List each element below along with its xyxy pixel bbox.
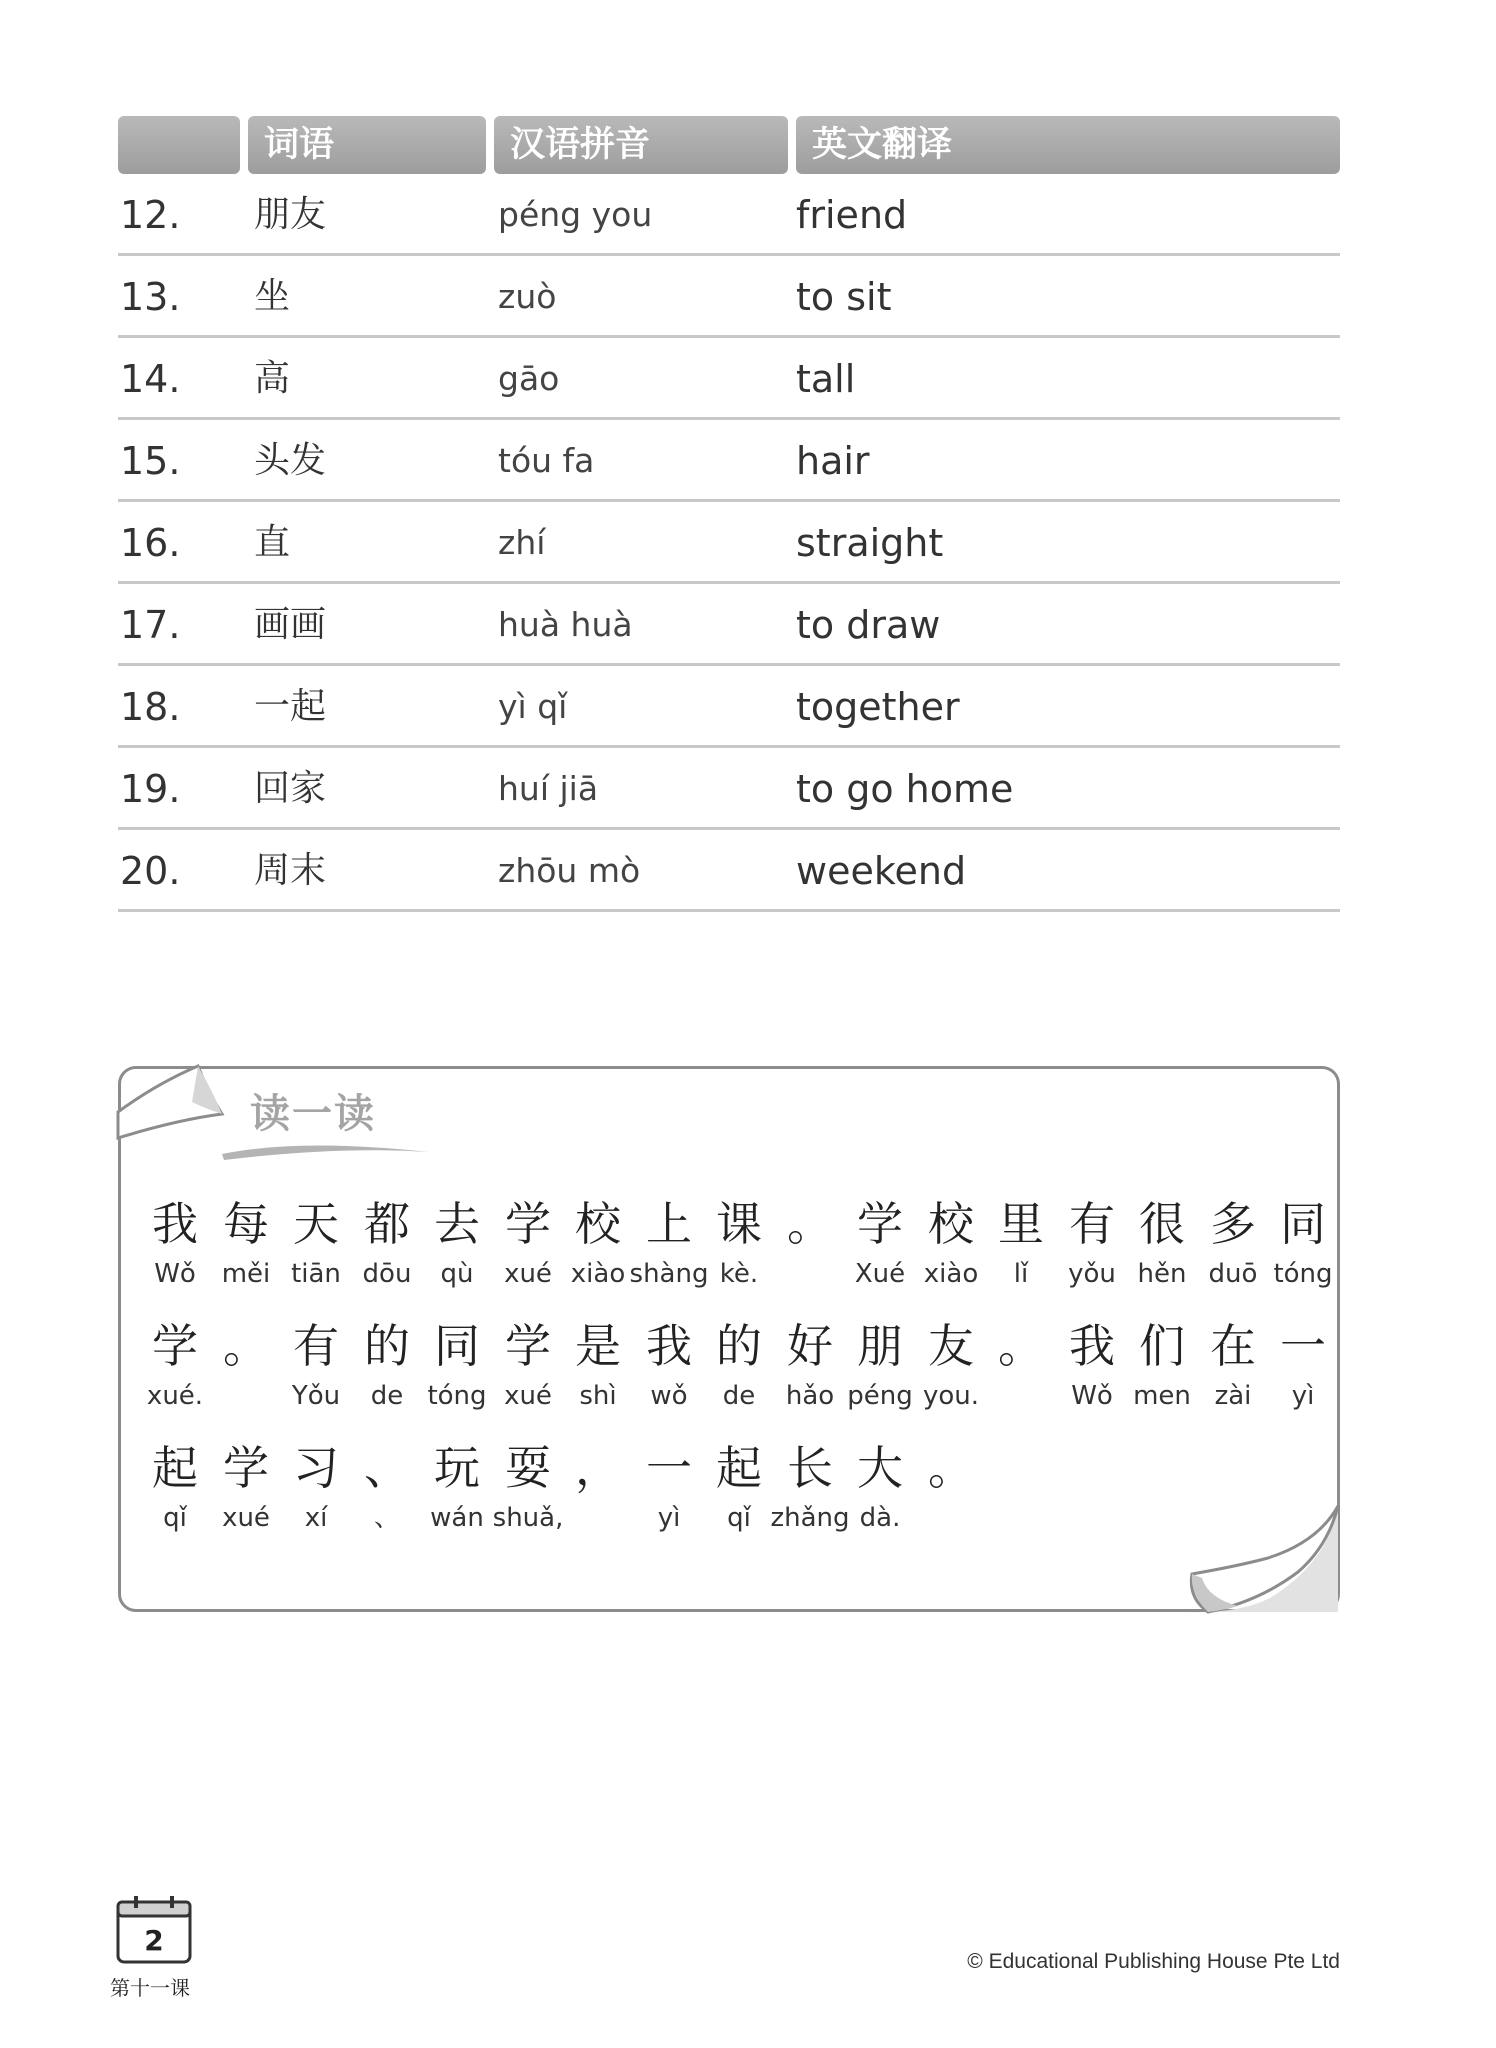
row-word: 朋友 xyxy=(254,194,327,235)
hanzi: 每 xyxy=(223,1197,269,1251)
passage-char xyxy=(1127,1314,1197,1411)
hanzi: 天 xyxy=(293,1197,339,1251)
passage-char xyxy=(352,1314,422,1411)
pinyin: yì xyxy=(657,1503,681,1533)
hanzi: 同 xyxy=(434,1319,480,1373)
passage-char xyxy=(493,1192,563,1289)
hanzi: 起 xyxy=(152,1441,198,1495)
hanzi: 一 xyxy=(1280,1319,1326,1373)
row-word: 头发 xyxy=(254,440,327,481)
passage-char xyxy=(211,1192,281,1289)
passage-char xyxy=(281,1436,351,1533)
pinyin: péng xyxy=(847,1381,913,1411)
pinyin: wǒ xyxy=(650,1381,688,1411)
passage-char xyxy=(1057,1192,1127,1289)
hanzi: 学 xyxy=(152,1319,198,1373)
hanzi: 的 xyxy=(716,1319,762,1373)
hanzi: 学 xyxy=(223,1441,269,1495)
passage-char xyxy=(140,1314,210,1411)
pinyin: hěn xyxy=(1137,1259,1187,1289)
row-pinyin: yì qǐ xyxy=(498,687,568,726)
table-row xyxy=(118,174,1340,256)
hanzi: 我 xyxy=(646,1319,692,1373)
row-english: together xyxy=(796,685,960,729)
passage-char xyxy=(845,1436,915,1533)
passage-char xyxy=(634,1436,704,1533)
pinyin: xiào xyxy=(923,1259,979,1289)
row-word: 一起 xyxy=(254,686,327,727)
header-number xyxy=(118,116,240,174)
passage-char xyxy=(422,1436,492,1533)
pinyin: yǒu xyxy=(1068,1259,1116,1289)
passage-char xyxy=(563,1192,633,1289)
passage-char xyxy=(704,1192,774,1289)
passage-char xyxy=(629,1192,709,1289)
row-number: 20. xyxy=(120,849,181,893)
row-pinyin: péng you xyxy=(498,195,653,234)
passage-line xyxy=(140,1192,1340,1314)
passage-char xyxy=(916,1436,986,1500)
passage-char xyxy=(986,1192,1056,1289)
hanzi: 多 xyxy=(1210,1197,1256,1251)
hanzi: 朋 xyxy=(857,1319,903,1373)
row-pinyin: zhí xyxy=(498,523,546,562)
table-row xyxy=(118,584,1340,666)
pinyin: shì xyxy=(579,1381,617,1411)
row-english: to sit xyxy=(796,275,892,319)
passage-char xyxy=(493,1314,563,1411)
hanzi: 好 xyxy=(787,1319,833,1373)
pinyin: tóng xyxy=(427,1381,487,1411)
row-english: to go home xyxy=(796,767,1014,811)
hanzi: 起 xyxy=(716,1441,762,1495)
pinyin: dōu xyxy=(362,1259,412,1289)
table-row xyxy=(118,748,1340,830)
passage-char xyxy=(845,1192,915,1289)
row-word: 高 xyxy=(254,358,291,399)
reading-title: 读一读 xyxy=(250,1090,376,1137)
pinyin: qù xyxy=(440,1259,474,1289)
table-row xyxy=(118,420,1340,502)
pinyin: de xyxy=(722,1381,756,1411)
hanzi: 。 xyxy=(223,1319,269,1373)
table-row xyxy=(118,666,1340,748)
row-number: 16. xyxy=(120,521,181,565)
pinyin: kè. xyxy=(719,1259,759,1289)
row-word: 周末 xyxy=(254,850,327,891)
pinyin: de xyxy=(370,1381,404,1411)
pinyin: duō xyxy=(1208,1259,1258,1289)
hanzi: 我 xyxy=(152,1197,198,1251)
passage-char xyxy=(775,1192,845,1256)
row-english: hair xyxy=(796,439,870,483)
hanzi: 有 xyxy=(293,1319,339,1373)
pinyin: zhǎng xyxy=(770,1503,850,1533)
hanzi: 是 xyxy=(575,1319,621,1373)
reading-passage xyxy=(140,1192,1340,1558)
row-english: to draw xyxy=(796,603,941,647)
row-pinyin: gāo xyxy=(498,359,560,398)
hanzi: 同 xyxy=(1280,1197,1326,1251)
hanzi: 。 xyxy=(928,1441,974,1495)
passage-char xyxy=(422,1192,492,1289)
pinyin: xiào xyxy=(570,1259,626,1289)
row-word: 坐 xyxy=(254,276,291,317)
table-row xyxy=(118,830,1340,912)
passage-char xyxy=(211,1436,281,1533)
pinyin: shuǎ, xyxy=(492,1503,564,1533)
passage-char xyxy=(422,1314,492,1411)
hanzi: 、 xyxy=(364,1441,410,1495)
passage-line xyxy=(140,1314,1340,1436)
pinyin: you. xyxy=(922,1381,980,1411)
header-word: 词语 xyxy=(248,116,486,174)
passage-char xyxy=(281,1314,351,1411)
pinyin: Wǒ xyxy=(1071,1381,1113,1411)
hanzi: 习 xyxy=(293,1441,339,1495)
hanzi: 的 xyxy=(364,1319,410,1373)
passage-char xyxy=(1268,1314,1338,1411)
hanzi: 很 xyxy=(1139,1197,1185,1251)
pinyin: tiān xyxy=(291,1259,341,1289)
lesson-label: 第十一课 xyxy=(110,1976,190,2000)
passage-char xyxy=(986,1314,1056,1378)
row-number: 19. xyxy=(120,767,181,811)
row-english: straight xyxy=(796,521,944,565)
pinyin: xué xyxy=(222,1503,270,1533)
passage-char xyxy=(1057,1314,1127,1411)
row-pinyin: huà huà xyxy=(498,605,633,644)
row-number: 12. xyxy=(120,193,181,237)
passage-char xyxy=(704,1314,774,1411)
row-word: 直 xyxy=(254,522,291,563)
row-word: 回家 xyxy=(254,768,327,809)
passage-char xyxy=(845,1314,915,1411)
vocabulary-table xyxy=(118,116,1340,912)
row-pinyin: tóu fa xyxy=(498,441,595,480)
row-pinyin: zuò xyxy=(498,277,557,316)
hanzi: 在 xyxy=(1210,1319,1256,1373)
pinyin: Xué xyxy=(854,1259,906,1289)
passage-char xyxy=(916,1192,986,1289)
pinyin: 、 xyxy=(373,1503,401,1533)
hanzi: 玩 xyxy=(434,1441,480,1495)
hanzi: 校 xyxy=(928,1197,974,1251)
pinyin: hǎo xyxy=(785,1381,835,1411)
row-english: weekend xyxy=(796,849,967,893)
pinyin: xí xyxy=(304,1503,328,1533)
hanzi: 。 xyxy=(787,1197,833,1251)
hanzi: 大 xyxy=(857,1441,903,1495)
hanzi: 耍 xyxy=(505,1441,551,1495)
page-curl-top-left-icon xyxy=(116,1062,226,1142)
pinyin: wán xyxy=(430,1503,484,1533)
passage-char xyxy=(563,1436,633,1500)
passage-char xyxy=(563,1314,633,1411)
pinyin: qǐ xyxy=(727,1503,751,1533)
pinyin: měi xyxy=(221,1259,271,1289)
hanzi: 们 xyxy=(1139,1319,1185,1373)
table-row xyxy=(118,338,1340,420)
passage-char xyxy=(211,1314,281,1378)
pinyin: qǐ xyxy=(163,1503,187,1533)
hanzi: 校 xyxy=(575,1197,621,1251)
passage-line xyxy=(140,1436,1340,1558)
passage-char xyxy=(1268,1192,1338,1289)
hanzi: 学 xyxy=(505,1197,551,1251)
hanzi: 一 xyxy=(646,1441,692,1495)
pinyin: yì xyxy=(1291,1381,1315,1411)
row-word: 画画 xyxy=(254,604,327,645)
header-english: 英文翻译 xyxy=(796,116,1340,174)
passage-char xyxy=(281,1192,351,1289)
passage-char xyxy=(352,1192,422,1289)
pinyin: xué. xyxy=(146,1381,204,1411)
passage-char xyxy=(352,1436,422,1533)
passage-char xyxy=(1127,1192,1197,1289)
hanzi: 。 xyxy=(998,1319,1044,1373)
pinyin: men xyxy=(1133,1381,1191,1411)
hanzi: 上 xyxy=(646,1197,692,1251)
table-row xyxy=(118,502,1340,584)
row-pinyin: zhōu mò xyxy=(498,851,641,890)
passage-char xyxy=(704,1436,774,1533)
pinyin: Yǒu xyxy=(291,1381,341,1411)
hanzi: 学 xyxy=(505,1319,551,1373)
hanzi: ， xyxy=(575,1441,621,1495)
hanzi: 里 xyxy=(998,1197,1044,1251)
hanzi: 我 xyxy=(1069,1319,1115,1373)
hanzi: 长 xyxy=(787,1441,833,1495)
passage-char xyxy=(140,1436,210,1533)
hanzi: 都 xyxy=(364,1197,410,1251)
row-number: 13. xyxy=(120,275,181,319)
pinyin: xué xyxy=(504,1259,552,1289)
hanzi: 课 xyxy=(716,1197,762,1251)
row-number: 15. xyxy=(120,439,181,483)
pinyin: xué xyxy=(504,1381,552,1411)
passage-char xyxy=(1198,1192,1268,1289)
header-pinyin: 汉语拼音 xyxy=(494,116,788,174)
row-number: 18. xyxy=(120,685,181,729)
passage-char xyxy=(140,1192,210,1289)
pinyin: shàng xyxy=(629,1259,709,1289)
passage-char xyxy=(1198,1314,1268,1411)
passage-char xyxy=(770,1436,850,1533)
row-number: 17. xyxy=(120,603,181,647)
table-header xyxy=(118,116,1340,174)
row-pinyin: huí jiā xyxy=(498,769,599,808)
page-number: 2 xyxy=(144,1924,164,1957)
pinyin: zài xyxy=(1214,1381,1252,1411)
pinyin: tóng xyxy=(1273,1259,1333,1289)
hanzi: 学 xyxy=(857,1197,903,1251)
passage-char xyxy=(634,1314,704,1411)
table-row xyxy=(118,256,1340,338)
passage-char xyxy=(775,1314,845,1411)
hanzi: 有 xyxy=(1069,1197,1115,1251)
hanzi: 去 xyxy=(434,1197,480,1251)
pinyin: dà. xyxy=(859,1503,901,1533)
row-number: 14. xyxy=(120,357,181,401)
title-underline-swoosh-icon xyxy=(220,1134,432,1162)
pinyin: lǐ xyxy=(1013,1259,1029,1289)
row-english: tall xyxy=(796,357,856,401)
passage-char xyxy=(492,1436,564,1533)
passage-char xyxy=(916,1314,986,1411)
row-english: friend xyxy=(796,193,908,237)
pinyin: Wǒ xyxy=(154,1259,196,1289)
copyright: © Educational Publishing House Pte Ltd xyxy=(967,1950,1340,1973)
hanzi: 友 xyxy=(928,1319,974,1373)
